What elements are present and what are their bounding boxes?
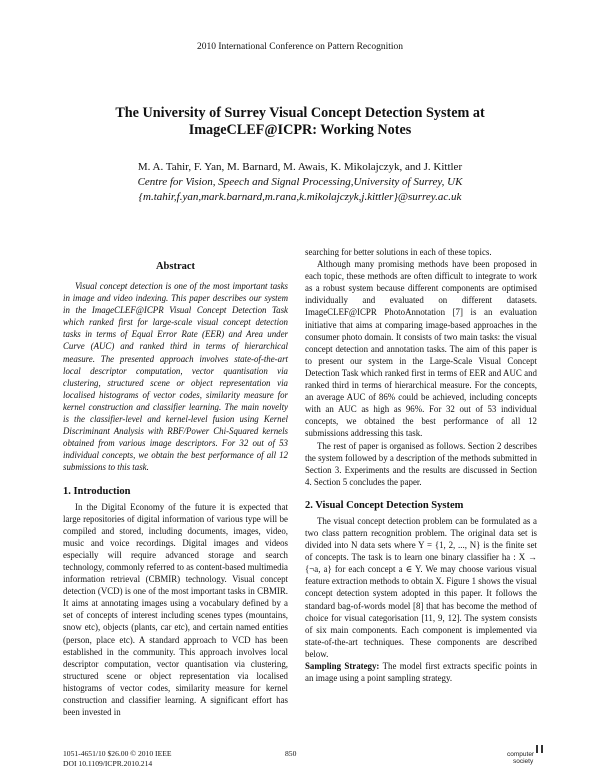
section-1-paragraph-3: The rest of paper is organised as follows. Section 2 describes the system followed by a description of the methods submitted in Section 3. Experiments and the results are discussed in Section 4. Section 5 concludes the paper. (305, 440, 537, 487)
author-block (60, 160, 540, 205)
right-column (305, 246, 537, 684)
section-1-paragraph-2: Although many promising methods have been proposed in each topic, these methods are often difficult to integrate to work as a robust system because different components are optimised individually and evaluated on different datasets. ImageCLEF@ICPR PhotoAnnotation [7] is an evaluation initiative that aims at comparing image-based approaches in the consumer photo domain. It consists of two main tasks: the visual concept detection and annotation tasks. The aim of this paper is to present our system in the Large-Scale Visual Concept Detection Task which ranked first in terms of EER and AUC and ranked third in terms of hierarchical measure. For the concepts, an average AUC of 86% could be achieved, including concepts with an AUC as high as 96%. For 32 out of 53 individual concepts, we obtained the best performance of all 12 submissions addressing this task. (305, 259, 537, 439)
section-1-heading: 1. Introduction (63, 485, 131, 497)
footer-publication-info (63, 749, 172, 769)
page-number: 850 (285, 749, 297, 758)
paper-title (60, 105, 540, 139)
conference-header: 2010 International Conference on Pattern Recognition (196, 42, 404, 52)
section-2-paragraph-1: The visual concept detection problem can be formulated as a two class pattern recognition problem. The original data set is divided into N data sets where Y = {1, 2, ..., N} is the finite set of concepts. The task is to learn one binary classifier ha : X → {¬a, a} for each concept a ∈ Y. We may choose various visual feature extraction methods to obtain X. Figure 1 shows the visual concept detection system adopted in this paper. It follows the standard bag-of-words model [8] that has become the method of choice for visual categorisation [11, 9, 12]. The system consists of six main components. Each component is implemented via state-of-the-art techniques. These components are described below. (305, 515, 537, 659)
title-line-2: ImageCLEF@ICPR: Working Notes (188, 122, 412, 138)
publisher-line-2: society (513, 758, 534, 765)
sampling-strategy-label: Sampling Strategy: (305, 661, 380, 671)
author-emails: {m.tahir,f.yan,mark.barnard,m.rana,k.mikolajczyk,j.kittler}@surrey.ac.uk (138, 191, 462, 203)
section-1-paragraph-1: In the Digital Economy of the future it is expected that large repositories of digital information of various type will be compiled and stored, including documents, images, video, music and voice recordings. Digital images and videos especially will require advanced storage and search technology, commonly referred to as content-based multimedia information retrieval (CBMIR) technology. Visual concept detection (VCD) is one of the most important tasks in CBMIR. It aims at annotating images using a vocabulary defined by a set of concepts of interest including scenes types (mountains, snow etc), objects (plants, car etc), and certain named entities (person, place etc). A standard approach to VCD has been established in the community. This approach involves local descriptor computation, vector quantisation via clustering, structured scene or object representation via localised histograms of vector codes, similarity measure for kernel construction and classifier learning. A significant effort has been invested in (63, 501, 288, 718)
section-2-heading: 2. Visual Concept Detection System (305, 499, 464, 511)
footer-doi: DOI 10.1109/ICPR.2010.214 (63, 759, 153, 768)
publisher-line-1: computer (507, 751, 535, 758)
computer-society-logo-icon (535, 745, 545, 754)
sampling-strategy-text: The model first extracts specific points in an image using a point sampling strategy. (305, 661, 538, 684)
section-1-paragraph-1-continued: searching for better solutions in each of these topics. (305, 247, 492, 257)
title-line-1: The University of Surrey Visual Concept Detection System at (115, 105, 485, 121)
footer-issn: 1051-4651/10 $26.00 © 2010 IEEE (63, 749, 172, 758)
left-column (63, 260, 288, 718)
affiliation: Centre for Vision, Speech and Signal Processing,University of Surrey, UK (137, 176, 463, 188)
computer-society-logo (505, 745, 545, 767)
abstract-text: Visual concept detection is one of the most important tasks in image and video indexing. This paper describes our system in the ImageCLEF@ICPR Visual Concept Detection Task which ranked first for large-scale visual concept detection tasks in terms of Equal Error Rate (EER) and Area under Curve (AUC) and ranked third in terms of hierarchical measure. The presented approach involves state-of-the-art local descriptor computation, vector quantisation via clustering, structured scene or object representation via localised histograms of vector codes, similarity measure for kernel construction and classifier learning. The main novelty is the classifier-level and kernel-level fusion using Kernel Discriminant Analysis with RBF/Power Chi-Squared kernels obtained from various image descriptors. For 32 out of 53 individual concepts, we obtain the best performance of all 12 submissions to this task. (63, 281, 288, 473)
abstract-heading: Abstract (155, 261, 196, 272)
author-list: M. A. Tahir, F. Yan, M. Barnard, M. Awais, K. Mikolajczyk, and J. Kittler (137, 161, 463, 173)
sampling-strategy-paragraph (305, 660, 537, 684)
